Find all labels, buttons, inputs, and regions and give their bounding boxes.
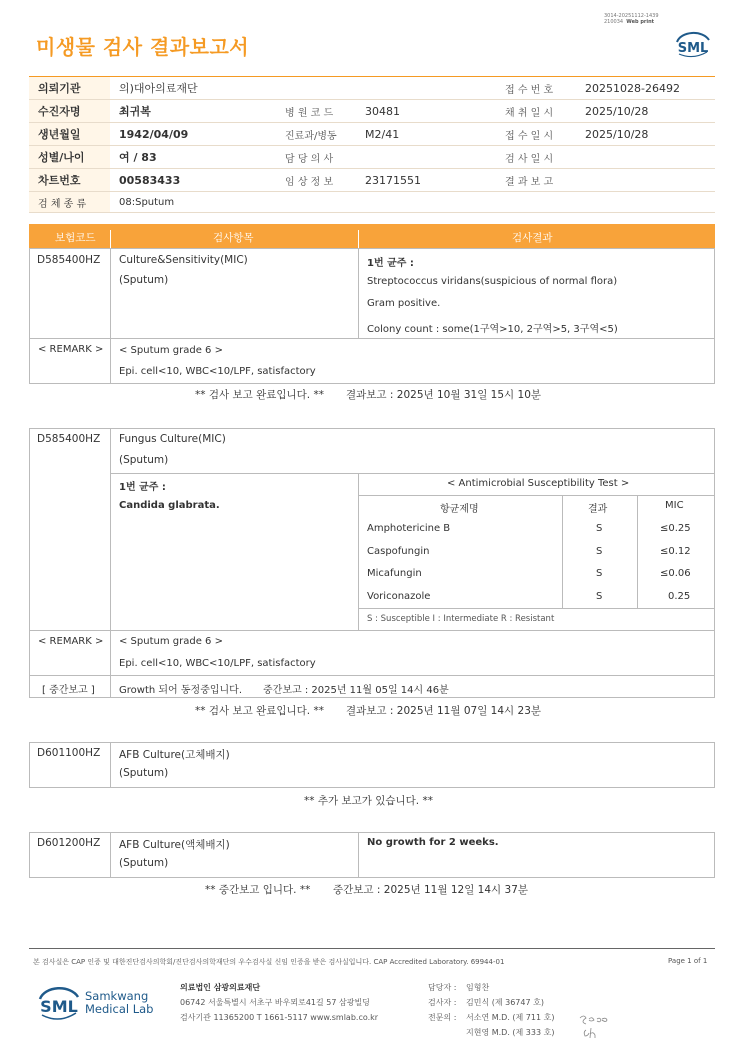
logo-text: SML <box>677 41 709 56</box>
staff-name: 서소연 M.D. (제 711 호) <box>466 1013 555 1022</box>
org-name: 의료법인 삼광의료재단 <box>180 983 261 992</box>
signature-icon <box>576 1010 612 1042</box>
footer-disclaimer: 본 검사실은 CAP 인증 및 대한진단검사의학회/진단검사의학재단의 우수검사실 신임 인증을 받은 검사실입니다. CAP Accredited Laboratory. 69944-01 <box>33 958 505 966</box>
border <box>29 248 715 249</box>
label-hospital-code: 병 원 코 드 <box>276 100 356 123</box>
staff-name: 임형찬 <box>466 983 490 992</box>
label-requester: 의뢰기관 <box>29 77 110 100</box>
ast-mic: ≤0.25 <box>660 523 691 534</box>
ast-drug: Voriconazole <box>367 591 431 602</box>
border <box>110 248 111 383</box>
col-test-result: 검사결과 <box>512 232 553 244</box>
interim-text: Growth 되어 동정중입니다. <box>119 685 243 696</box>
staff-row <box>428 1027 588 1042</box>
remark-detail: Epi. cell<10, WBC<10/LPF, satisfactory <box>119 366 316 377</box>
value-specimen: 08:Sputum <box>110 192 715 213</box>
value-test-date <box>576 146 715 169</box>
brand-line-2: Medical Lab <box>85 1002 154 1016</box>
page-number: Page 1 of 1 <box>668 957 708 965</box>
border <box>110 742 111 787</box>
test-name: Culture&Sensitivity(MIC) <box>119 254 248 266</box>
patient-info-table <box>29 76 715 213</box>
border <box>358 473 359 630</box>
print-info <box>604 13 659 25</box>
org-contact: 검사기관 11365200 T 1661-5117 www.smlab.co.kr <box>180 1013 379 1022</box>
print-line-2 <box>604 19 659 25</box>
interim-report-time: 중간보고 : 2025년 11월 12일 14시 37분 <box>333 884 529 896</box>
value-department: M2/41 <box>356 123 496 146</box>
value-patient-name: 최귀복 <box>110 100 276 123</box>
results-header <box>29 224 715 248</box>
remark-label: < REMARK > <box>38 344 104 355</box>
border <box>29 787 715 788</box>
ast-head-result: 결과 <box>588 504 608 515</box>
footer-divider <box>29 948 715 949</box>
staff-role: 전문의 : <box>428 1013 457 1022</box>
ast-result: S <box>596 546 603 557</box>
border <box>29 630 715 631</box>
ast-result: S <box>596 591 603 602</box>
border <box>562 495 563 608</box>
label-result-report: 결 과 보 고 <box>496 169 576 192</box>
border <box>29 742 715 743</box>
empty-cell <box>356 77 496 100</box>
border <box>358 495 715 496</box>
strain-label: 1번 균주 : <box>367 258 414 269</box>
border <box>714 248 715 383</box>
staff-role: 담당자 : <box>428 983 457 992</box>
value-receipt-no: 20251028-26492 <box>576 77 715 100</box>
report-time: 결과보고 : 2025년 10월 31일 15시 10분 <box>346 389 542 401</box>
ast-drug: Micafungin <box>367 568 422 579</box>
label-patient-name: 수진자명 <box>29 100 110 123</box>
sml-footer-logo-icon <box>35 982 83 1024</box>
colony-count: Colony count : some(1구역>10, 2구역>5, 3구역<5) <box>367 324 618 335</box>
test-code: D585400HZ <box>37 254 101 266</box>
empty-cell <box>276 77 356 100</box>
value-sex-age: 여 / 83 <box>110 146 276 169</box>
border <box>29 338 715 339</box>
web-print-label: Web print <box>626 19 655 25</box>
brand-line-1: Samkwang <box>85 989 149 1003</box>
info-row <box>29 169 715 192</box>
ast-head-drug: 항균제명 <box>440 504 479 515</box>
info-row <box>29 100 715 123</box>
report-time: 결과보고 : 2025년 11월 07일 14시 23분 <box>346 705 542 717</box>
label-collection-date: 채 취 일 시 <box>496 100 576 123</box>
interim-report-note: ** 중간보고 입니다. ** <box>205 884 311 896</box>
afb-result: No growth for 2 weeks. <box>367 837 499 848</box>
remark-label: < REMARK > <box>38 636 104 647</box>
label-department: 진료과/병동 <box>276 123 356 146</box>
label-birth-date: 생년월일 <box>29 123 110 146</box>
ast-head-mic: MIC <box>665 500 684 511</box>
info-row <box>29 192 715 213</box>
report-done-note: ** 검사 보고 완료입니다. ** <box>195 389 324 401</box>
border <box>358 832 359 877</box>
border <box>29 877 715 878</box>
border <box>29 697 715 698</box>
value-doctor <box>356 146 496 169</box>
test-code: D585400HZ <box>37 433 101 445</box>
test-specimen: (Sputum) <box>119 767 169 779</box>
test-specimen: (Sputum) <box>119 454 169 466</box>
ast-mic: ≤0.06 <box>660 568 691 579</box>
col-insurance-code: 보험코드 <box>55 232 96 244</box>
organism: Candida glabrata. <box>119 500 220 511</box>
label-specimen: 검 체 종 류 <box>29 192 110 213</box>
remark-detail: Epi. cell<10, WBC<10/LPF, satisfactory <box>119 658 316 669</box>
value-chart-no: 00583433 <box>110 169 276 192</box>
border <box>714 428 715 697</box>
value-clinical-info: 23171551 <box>356 169 496 192</box>
value-result-report <box>576 169 715 192</box>
staff-row <box>428 982 588 997</box>
strain-label: 1번 균주 : <box>119 482 166 493</box>
report-title: 미생물 검사 결과보고서 <box>36 35 250 59</box>
org-address: 06742 서울특별시 서초구 바우뫼로41길 57 삼광빌딩 <box>180 998 370 1007</box>
border <box>714 832 715 877</box>
ast-mic: ≤0.12 <box>660 546 691 557</box>
border <box>29 428 715 429</box>
print-line-1: 3014-20251112-1439 <box>604 13 659 19</box>
value-hospital-code: 30481 <box>356 100 496 123</box>
border <box>110 473 715 474</box>
border <box>637 495 638 608</box>
col-test-item: 검사항목 <box>213 232 254 244</box>
info-row <box>29 77 715 100</box>
organism: Streptococcus viridans(suspicious of normal flora) <box>367 276 618 287</box>
additional-report-note: ** 추가 보고가 있습니다. ** <box>304 795 433 807</box>
test-code: D601100HZ <box>37 747 101 759</box>
ast-result: S <box>596 568 603 579</box>
border <box>110 428 111 697</box>
test-specimen: (Sputum) <box>119 857 169 869</box>
label-receipt-date: 접 수 일 시 <box>496 123 576 146</box>
sml-logo-icon <box>673 28 713 60</box>
border <box>29 383 715 384</box>
border <box>29 428 30 697</box>
label-clinical-info: 임 상 정 보 <box>276 169 356 192</box>
border <box>29 675 715 676</box>
interim-label: [ 중간보고 ] <box>42 685 95 696</box>
value-receipt-date: 2025/10/28 <box>576 123 715 146</box>
report-done-note: ** 검사 보고 완료입니다. ** <box>195 705 324 717</box>
value-collection-date: 2025/10/28 <box>576 100 715 123</box>
staff-row <box>428 1012 588 1027</box>
border <box>358 608 715 609</box>
logo-text: SML <box>40 997 78 1016</box>
label-sex-age: 성별/나이 <box>29 146 110 169</box>
ast-drug: Amphotericine B <box>367 523 451 534</box>
staff-role: 검사자 : <box>428 998 457 1007</box>
ast-legend: S : Susceptible I : Intermediate R : Resistant <box>367 614 555 624</box>
label-chart-no: 차트번호 <box>29 169 110 192</box>
label-receipt-no: 접 수 번 호 <box>496 77 576 100</box>
border <box>110 832 111 877</box>
remark-grade: < Sputum grade 6 > <box>119 636 223 647</box>
staff-name: 지현영 M.D. (제 333 호) <box>466 1028 555 1037</box>
staff-list <box>428 982 588 1042</box>
label-doctor: 담 당 의 사 <box>276 146 356 169</box>
print-code: 210034 <box>604 19 624 25</box>
ast-mic: 0.25 <box>668 591 691 602</box>
staff-row <box>428 997 588 1012</box>
test-name: Fungus Culture(MIC) <box>119 433 226 445</box>
info-row <box>29 146 715 169</box>
remark-grade: < Sputum grade 6 > <box>119 345 223 356</box>
ast-drug: Caspofungin <box>367 546 430 557</box>
border <box>29 832 715 833</box>
test-code: D601200HZ <box>37 837 101 849</box>
label-test-date: 검 사 일 시 <box>496 146 576 169</box>
border <box>358 248 359 338</box>
border <box>29 832 30 877</box>
staff-name: 김민식 (제 36747 호) <box>466 998 544 1007</box>
value-birth-date: 1942/04/09 <box>110 123 276 146</box>
ast-result: S <box>596 523 603 534</box>
test-name: AFB Culture(고체배지) <box>119 749 230 761</box>
border <box>714 742 715 787</box>
value-requester: 의)대아의료재단 <box>110 77 276 100</box>
test-name: AFB Culture(액체배지) <box>119 839 230 851</box>
ast-title: < Antimicrobial Susceptibility Test > <box>447 478 630 489</box>
footer-brand <box>85 990 153 1016</box>
gram-stain: Gram positive. <box>367 298 441 309</box>
info-row <box>29 123 715 146</box>
border <box>29 742 30 787</box>
test-specimen: (Sputum) <box>119 274 169 286</box>
border <box>29 248 30 383</box>
interim-time: 중간보고 : 2025년 11월 05일 14시 46분 <box>263 685 449 696</box>
